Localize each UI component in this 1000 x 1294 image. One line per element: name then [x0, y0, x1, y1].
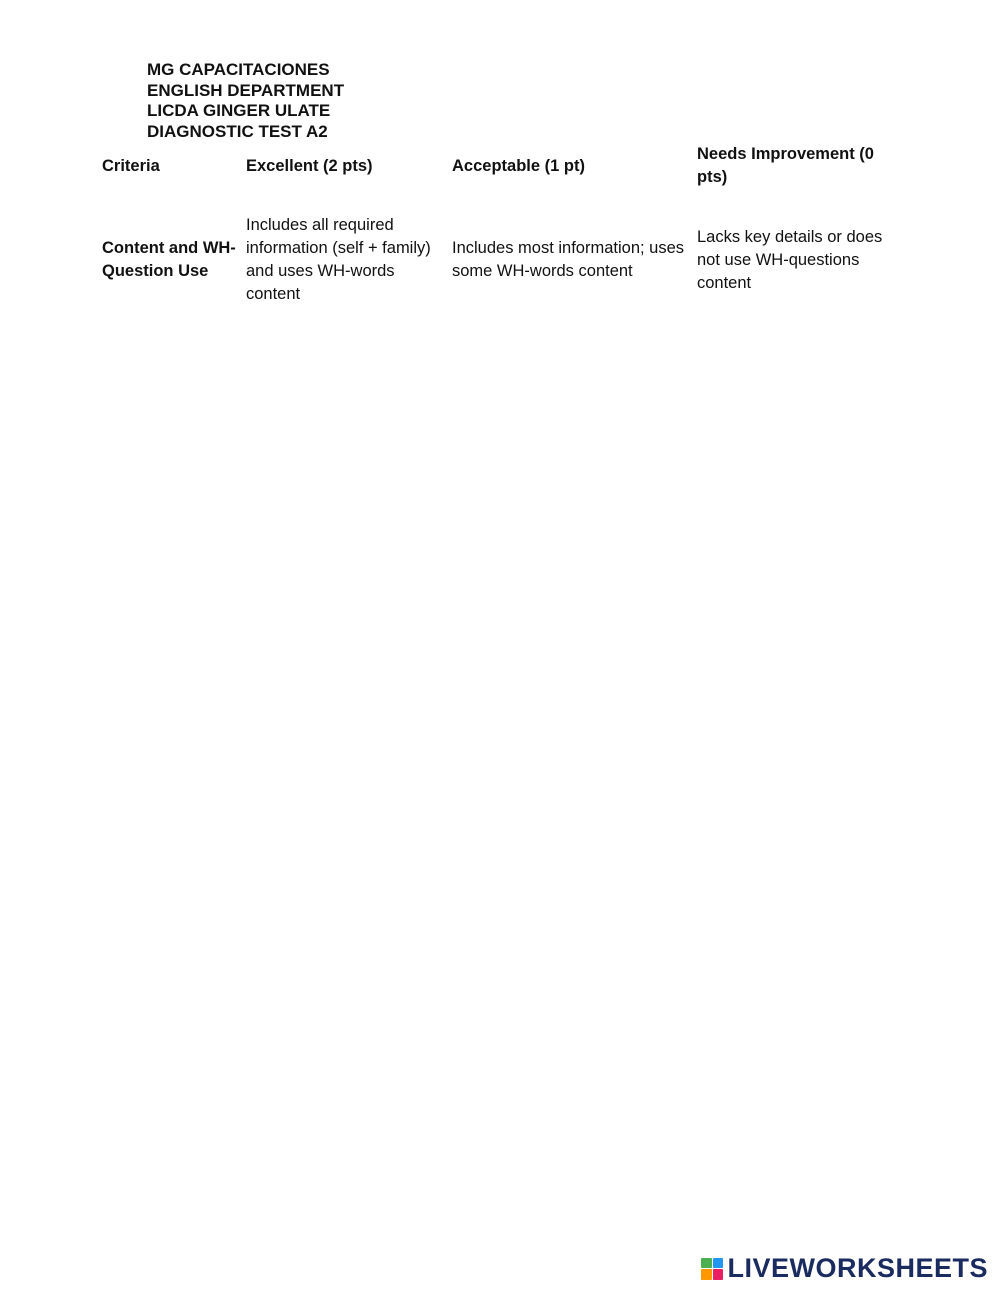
rubric-header-row — [102, 140, 902, 192]
department-name: ENGLISH DEPARTMENT — [147, 80, 345, 100]
column-header-needs-improvement: Needs Improvement (0 pts) — [697, 145, 874, 186]
logo-square-3 — [701, 1269, 712, 1280]
rubric-table — [102, 140, 902, 320]
liveworksheets-wordmark: LIVEWORKSHEETS — [727, 1253, 988, 1283]
liveworksheets-logo-icon — [701, 1258, 723, 1280]
excellent-cell: Includes all required information (self + family) and uses WH-words content — [246, 216, 431, 303]
needs-improvement-cell: Lacks key details or does not use WH-questions content — [697, 227, 883, 292]
liveworksheets-logo — [701, 1253, 988, 1284]
column-header-excellent: Excellent (2 pts) — [246, 156, 373, 175]
column-header-criteria: Criteria — [102, 156, 160, 175]
logo-square-1 — [701, 1258, 712, 1269]
document-header — [147, 60, 344, 142]
table-row — [102, 200, 902, 320]
criteria-cell: Content and WH-Question Use — [102, 239, 236, 280]
logo-square-4 — [713, 1269, 724, 1280]
column-header-acceptable: Acceptable (1 pt) — [452, 156, 585, 175]
acceptable-cell: Includes most information; uses some WH-words content — [452, 239, 685, 280]
test-title: DIAGNOSTIC TEST A2 — [147, 121, 328, 141]
logo-square-2 — [713, 1258, 724, 1269]
teacher-name: LICDA GINGER ULATE — [147, 101, 331, 120]
organization-name: MG CAPACITACIONES — [147, 60, 330, 79]
